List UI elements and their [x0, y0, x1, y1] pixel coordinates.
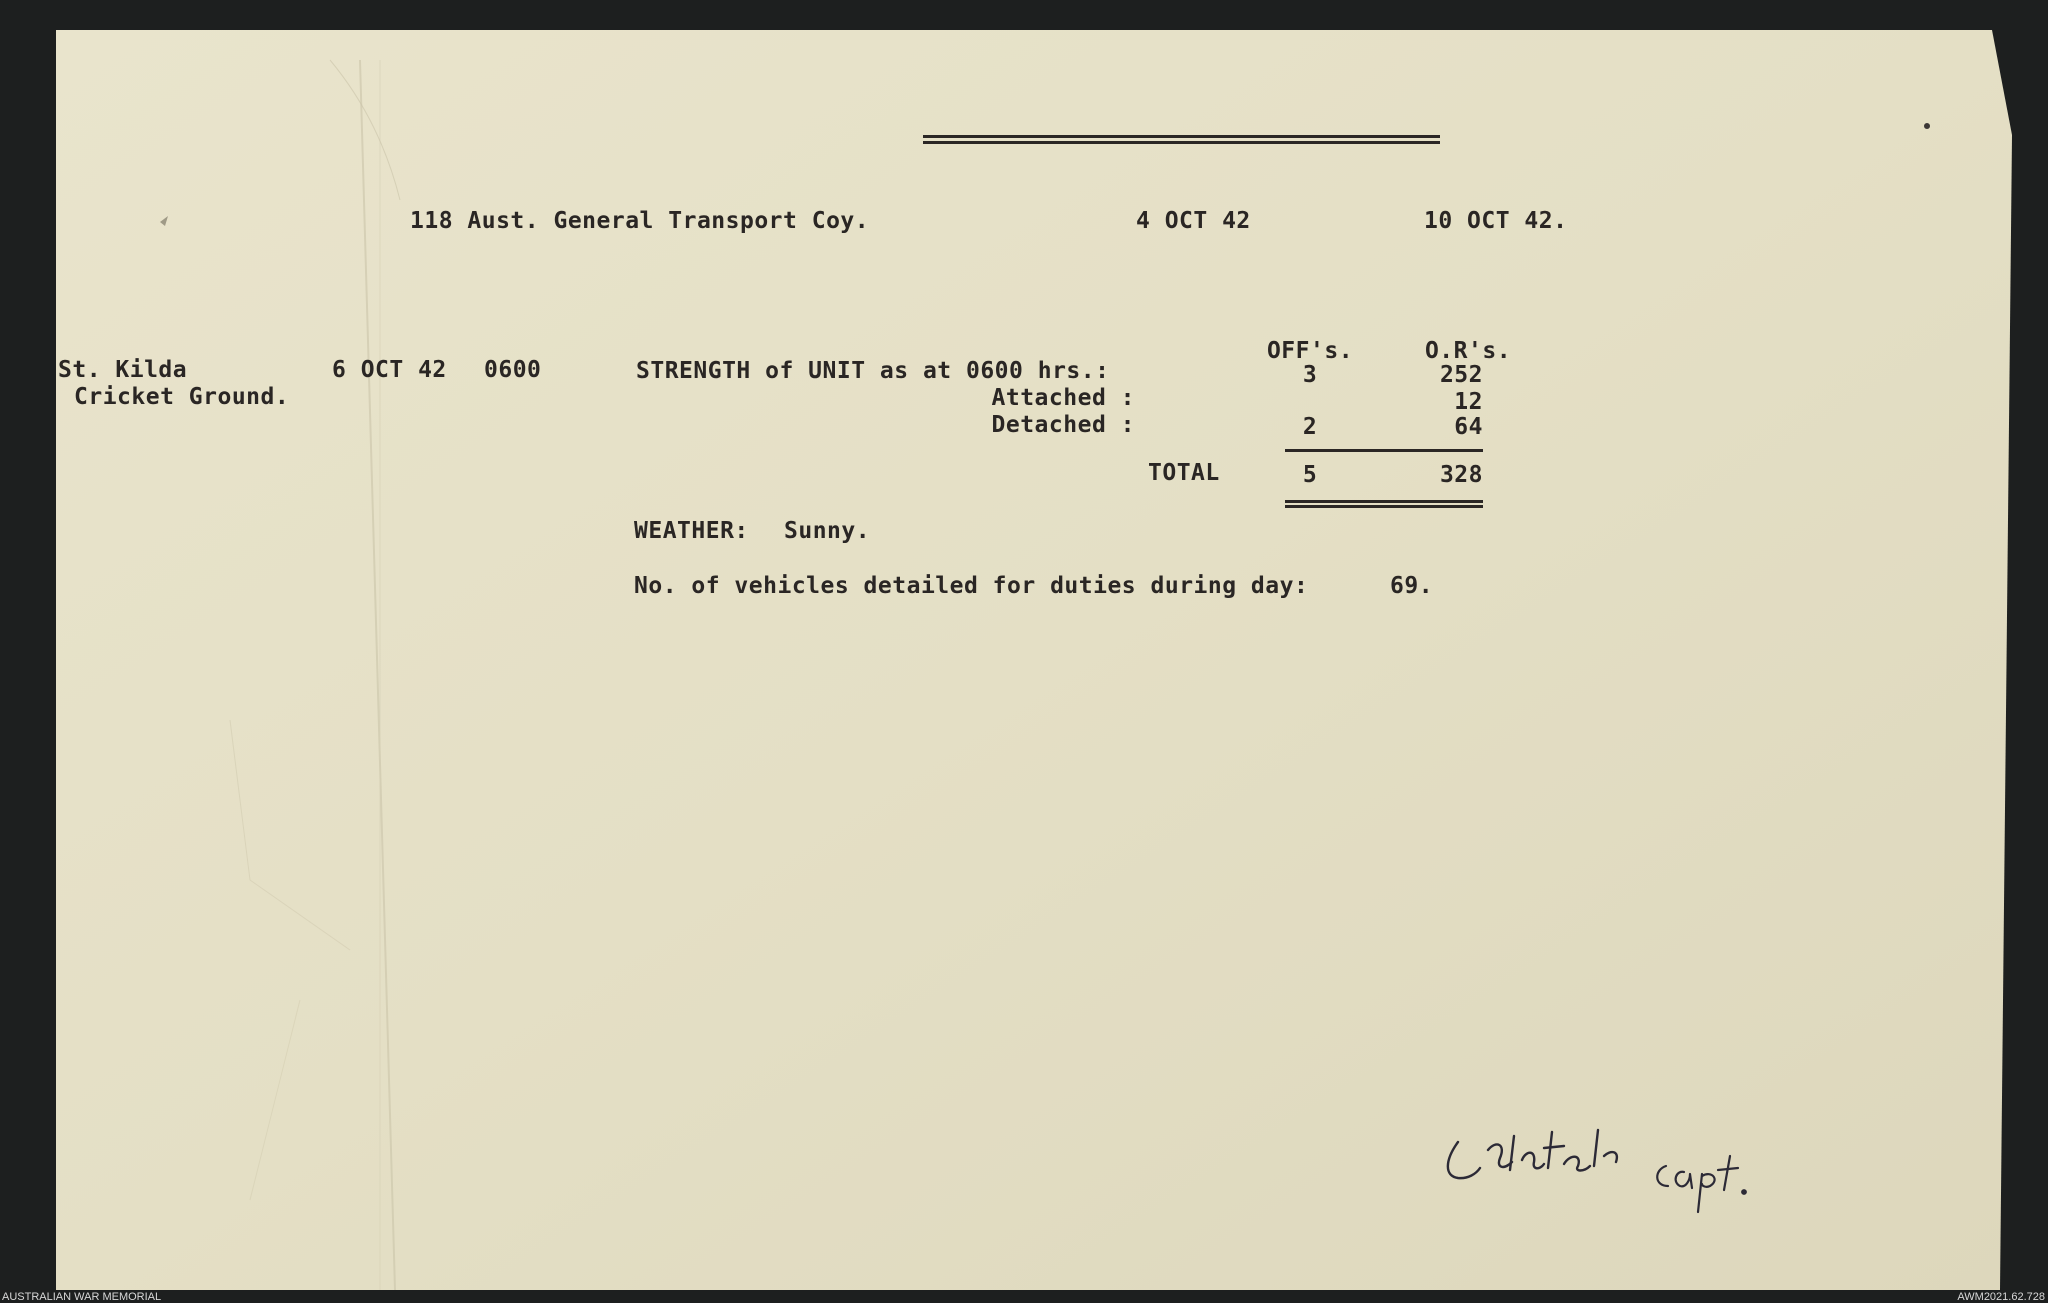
top-rule-lower — [923, 141, 1440, 144]
strength-other-ranks: 252 — [1439, 362, 1483, 388]
strength-label: STRENGTH of UNIT as at 0600 hrs.: — [636, 358, 1110, 384]
vehicles-label: No. of vehicles detailed for duties during day: — [634, 573, 1309, 599]
attached-other-ranks: 12 — [1454, 389, 1483, 415]
place-line-2: Cricket Ground. — [74, 384, 290, 410]
detached-other-ranks: 64 — [1454, 414, 1483, 440]
column-header-officers: OFF's. — [1266, 338, 1354, 364]
period-to-date: 10 OCT 42. — [1424, 208, 1568, 234]
vehicles-value: 69. — [1390, 573, 1434, 599]
detached-officers: 2 — [1302, 414, 1318, 440]
total-label: TOTAL — [1148, 460, 1220, 486]
top-rule — [923, 135, 1440, 138]
total-rule-bottom — [1285, 500, 1483, 503]
total-rule-bottom-2 — [1285, 505, 1483, 508]
weather-value: Sunny. — [784, 518, 871, 544]
strength-officers: 3 — [1302, 362, 1318, 388]
place-line-1: St. Kilda — [58, 357, 188, 383]
total-officers: 5 — [1302, 462, 1318, 488]
entry-date: 6 OCT 42 — [332, 357, 447, 383]
total-other-ranks: 328 — [1439, 462, 1483, 488]
column-header-other-ranks: O.R's. — [1424, 338, 1512, 364]
signature-image — [1440, 1120, 1840, 1230]
paper-body — [56, 30, 2012, 1290]
entry-time: 0600 — [484, 357, 542, 383]
attached-label: Attached : — [991, 385, 1135, 411]
unit-name: 118 Aust. General Transport Coy. — [410, 208, 870, 234]
detached-label: Detached : — [991, 412, 1135, 438]
ink-dot — [1924, 123, 1930, 129]
footer-right: AWM2021.62.728 — [1957, 1291, 2045, 1303]
footer-left: AUSTRALIAN WAR MEMORIAL — [2, 1291, 162, 1303]
total-rule-top — [1285, 449, 1483, 452]
weather-label: WEATHER: — [634, 518, 749, 544]
period-from-date: 4 OCT 42 — [1136, 208, 1251, 234]
signature-text: Capt. — [1666, 1190, 1669, 1191]
